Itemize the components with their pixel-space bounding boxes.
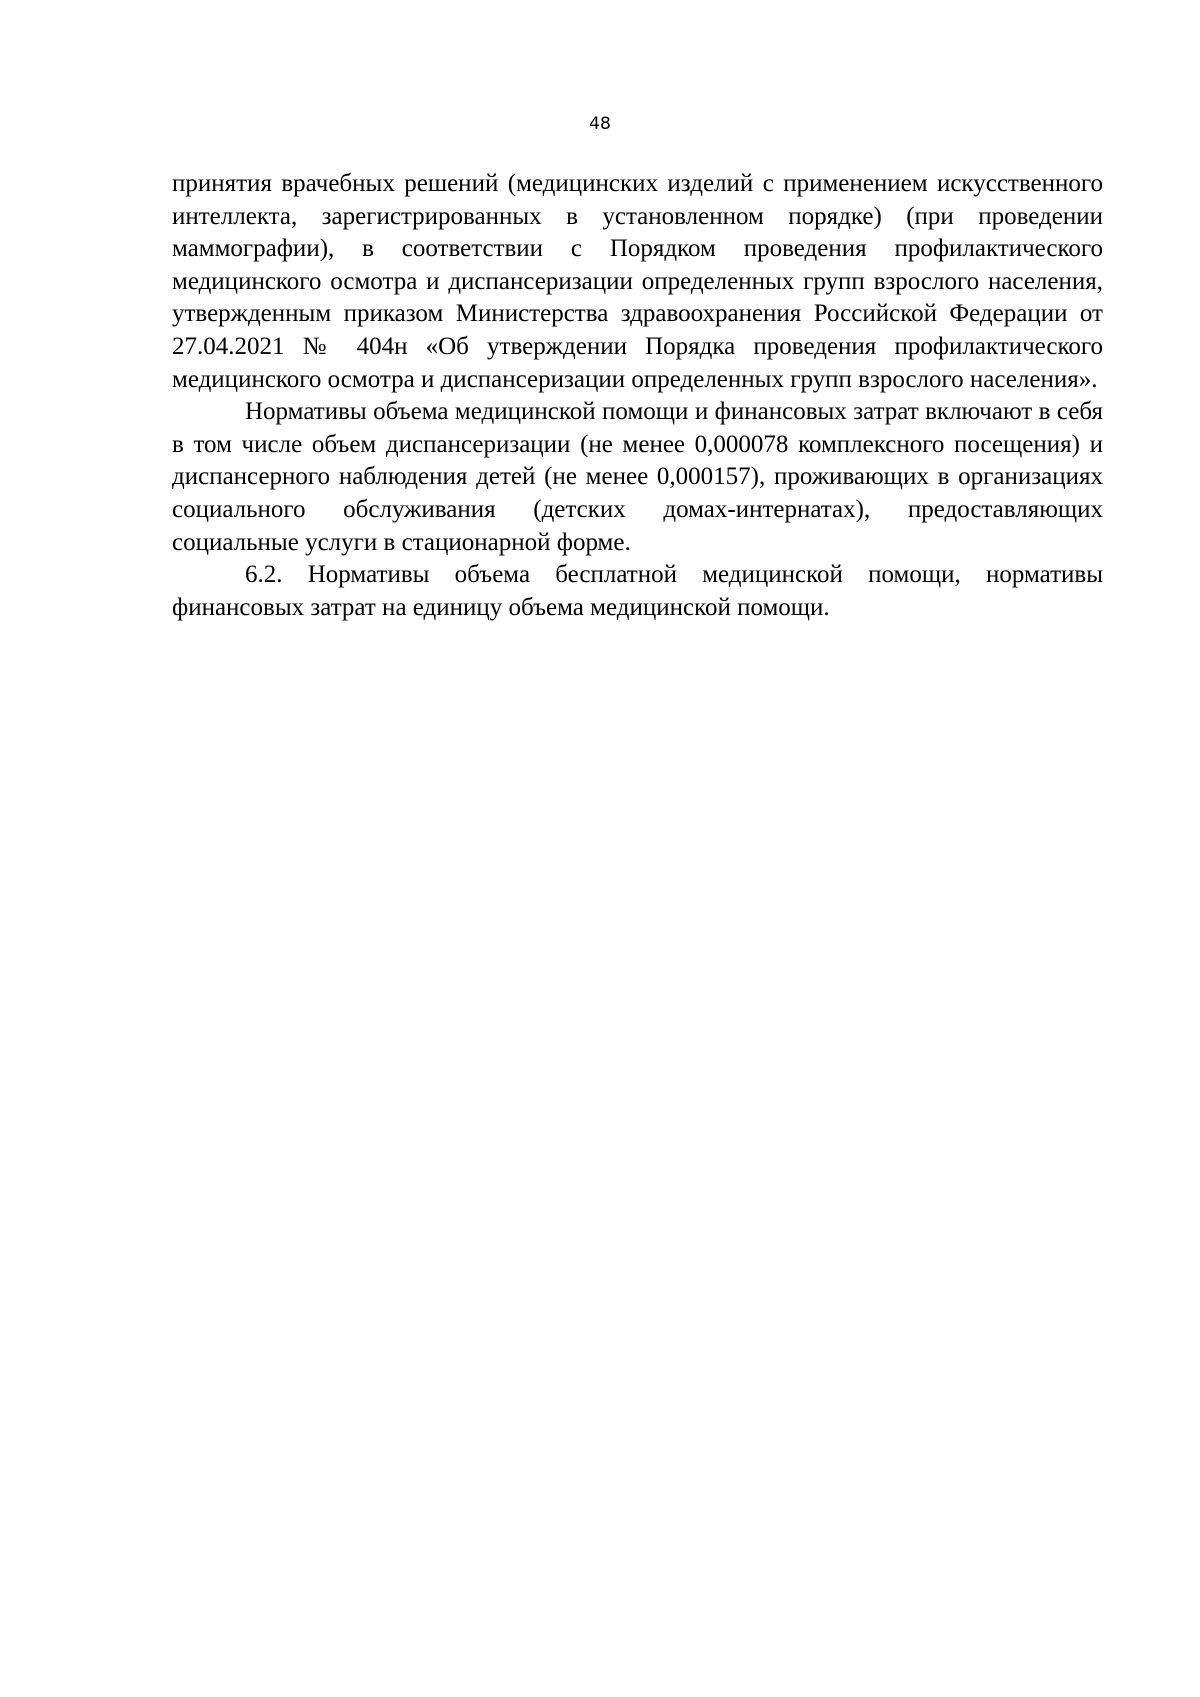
page-number: 48 (589, 114, 611, 134)
document-body (172, 168, 1103, 624)
paragraph-normatives: Нормативы объема медицинской помощи и финансовых затрат включают в себя в том числе объем диспансеризации (не менее 0,000078 комплексного посещения) и диспансерного наблюдения детей (не менее 0,000157), проживающих в организациях социального обслуживания (детских домах-интернатах), предоставляющих социальные услуги в стационарной форме. (172, 398, 1103, 556)
section-heading-6-2: 6.2. Нормативы объема бесплатной медицинской помощи, нормативы финансовых затрат на единицу объема медицинской помощи. (172, 561, 1103, 621)
paragraph-continuation: принятия врачебных решений (медицинских изделий с применением искусственного интеллекта, зарегистрированных в установленном порядке) (при проведении маммографии), в соответствии с Порядком проведения профилактического медицинского осмотра и диспансеризации определенных групп взрослого населения, утвержденным приказом Министерства здравоохранения Российской Федерации от 27.04.2021 № 404н «Об утверждении Порядка проведения профилактического медицинского осмотра и диспансеризации определенных групп взрослого населения». (172, 170, 1103, 393)
